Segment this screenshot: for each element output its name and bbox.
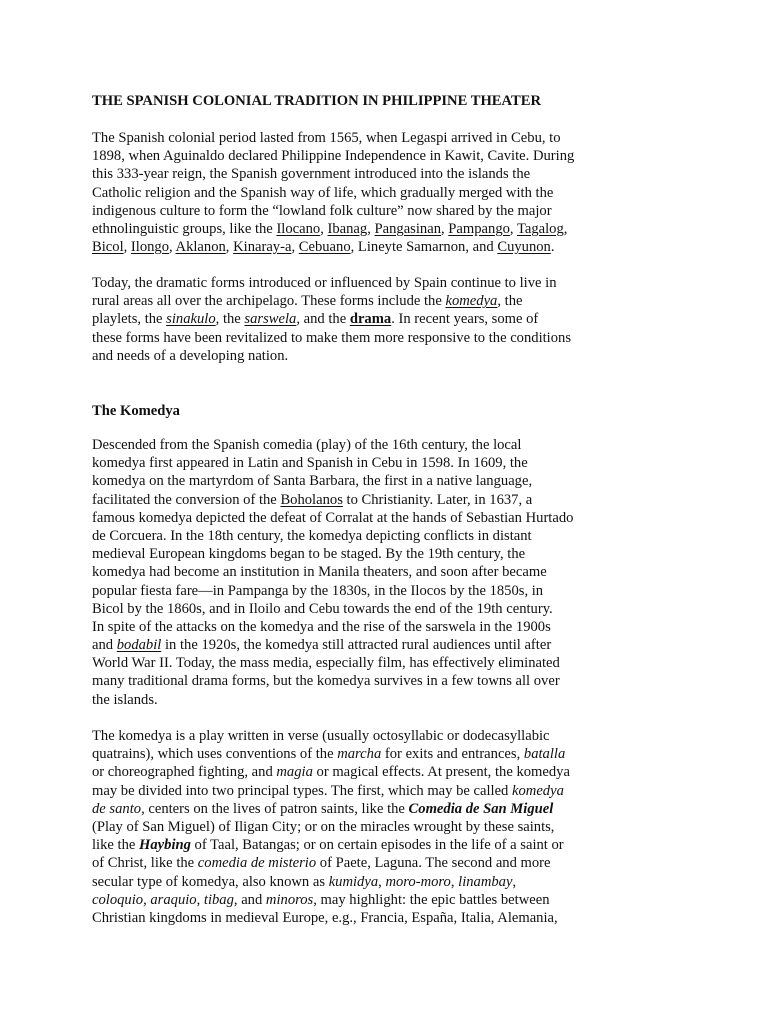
text-line [92, 220, 692, 238]
text-line [92, 891, 692, 909]
underlined-term: Bicol [92, 239, 124, 256]
text-run: , [512, 873, 517, 890]
text-line [92, 472, 692, 490]
underlined-term: Boholanos [280, 491, 343, 508]
text-run: (Play of San Miguel) of Iligan City; or on the miracles wrought by these saints, [92, 818, 555, 835]
text-line [92, 310, 692, 328]
text-run: 1898, when Aguinaldo declared Philippine Independence in Kawit, Cavite. During [92, 148, 575, 165]
text-run: playlets, the [92, 311, 167, 328]
emphasized-term: komedya [512, 782, 564, 799]
text-run: of Paete, Laguna. The second and more [316, 855, 551, 872]
emphasized-term: kumidya [328, 873, 379, 890]
text-run: this 333-year reign, the Spanish government introduced into the islands the [92, 166, 531, 183]
text-line [92, 165, 692, 183]
text-run: or choreographed fighting, and [92, 764, 277, 781]
underlined-term: Pampango [448, 220, 510, 237]
text-run: , the [497, 293, 523, 310]
text-run: , Lineyte Samarnon, and [350, 239, 498, 256]
text-run: Bicol by the 1860s, and in Iloilo and Cebu towards the end of the 19th century. [92, 600, 553, 617]
text-line [92, 147, 692, 165]
text-run: like the [92, 837, 140, 854]
text-line [92, 545, 692, 563]
text-run: popular fiesta fare—in Pampanga by the 1830s, in the Ilocos by the 1850s, in [92, 582, 544, 599]
underlined-term: Cuyunon [497, 239, 551, 256]
komedya-history-paragraph [92, 436, 692, 709]
text-run: Catholic religion and the Spanish way of life, which gradually merged with the [92, 184, 554, 201]
text-line [92, 129, 692, 147]
text-run: komedya on the martyrdom of Santa Barbara, the first in a native language, [92, 473, 533, 490]
text-line [92, 672, 692, 690]
underlined-term: Ibanag [327, 220, 368, 237]
text-line [92, 436, 692, 454]
underlined-term: Kinaray-a [233, 239, 292, 256]
underlined-term: Ilocano [276, 220, 321, 237]
text-line [92, 347, 692, 365]
text-line [92, 800, 692, 818]
document-title: THE SPANISH COLONIAL TRADITION IN PHILIPPINE THEATER [92, 93, 541, 109]
underlined-term: Tagalog [516, 220, 564, 237]
underlined-term: Aklanon [175, 239, 226, 256]
emphasized-term: de santo [92, 800, 142, 817]
text-line [92, 727, 692, 745]
komedya-types-paragraph [92, 727, 692, 927]
text-run: the islands. [92, 691, 158, 708]
text-line [92, 238, 692, 256]
text-run: , [123, 239, 131, 256]
text-line [92, 454, 692, 472]
emphasized-term: Comedia de San Miguel [408, 800, 554, 817]
text-run: may be divided into two principal types. The first, which may be called [92, 782, 513, 799]
text-line [92, 184, 692, 202]
text-line [92, 782, 692, 800]
text-line [92, 854, 692, 872]
text-run: or magical effects. At present, the komedya [312, 764, 570, 781]
komedya-heading: The Komedya [92, 403, 180, 419]
text-run: famous komedya depicted the defeat of Corralat at the hands of Sebastian Hurtado [92, 509, 574, 526]
text-run: , may highlight: the epic battles between [313, 891, 550, 908]
text-line [92, 909, 692, 927]
text-run: . In recent years, some of [391, 311, 539, 328]
text-line [92, 563, 692, 581]
underlined-term: Pangasinan [374, 220, 441, 237]
text-run: , [225, 239, 234, 256]
text-run: , [378, 873, 386, 890]
text-line [92, 763, 692, 781]
text-run: quatrains), which uses conventions of the [92, 746, 338, 763]
emphasized-term: linambay [458, 873, 513, 890]
text-run: and [92, 637, 117, 654]
emphasized-term: magia [276, 764, 313, 781]
underlined-term: bodabil [116, 637, 162, 654]
text-run: to Christianity. Later, in 1637, a [342, 491, 533, 508]
text-run: for exits and entrances, [381, 746, 524, 763]
text-run: and needs of a developing nation. [92, 347, 289, 364]
intro-paragraph [92, 129, 692, 256]
emphasized-term: moro-moro [385, 873, 451, 890]
emphasized-term: araquio [150, 891, 197, 908]
emphasized-term: comedia de misterio [197, 855, 317, 872]
text-run: , [143, 891, 151, 908]
text-line [92, 491, 692, 509]
text-line [92, 836, 692, 854]
text-line [92, 600, 692, 618]
text-run: Today, the dramatic forms introduced or influenced by Spain continue to live in [92, 275, 557, 291]
text-line [92, 582, 692, 600]
text-run: secular type of komedya, also known as [92, 873, 329, 890]
emphasized-term: coloquio [92, 891, 144, 908]
text-run: in the 1920s, the komedya still attracted rural audiences until after [161, 637, 552, 654]
text-line [92, 636, 692, 654]
text-line [92, 509, 692, 527]
text-run: , [367, 220, 375, 237]
text-run: , [450, 873, 459, 890]
text-line [92, 329, 692, 347]
text-run: World War II. Today, the mass media, especially film, has effectively eliminated [92, 655, 560, 672]
text-line [92, 292, 692, 310]
text-line [92, 527, 692, 545]
text-line [92, 654, 692, 672]
emphasized-term: marcha [337, 746, 382, 763]
text-run: , and the [296, 311, 350, 328]
underlined-term: sinakulo [166, 311, 216, 328]
text-run: facilitated the conversion of the [92, 491, 281, 508]
text-run: indigenous culture to form the “lowland folk culture” now shared by the major [92, 202, 552, 219]
text-run: , [291, 239, 299, 256]
text-line [92, 691, 692, 709]
text-run: ethnolinguistic groups, like the [92, 220, 277, 237]
text-line [92, 274, 692, 292]
text-run: , centers on the lives of patron saints, like the [141, 800, 409, 817]
text-line [92, 873, 692, 891]
underlined-term: sarswela [244, 311, 297, 328]
text-run: , and [233, 891, 266, 908]
text-run: , [509, 220, 517, 237]
emphasized-term: tibag [203, 891, 234, 908]
text-run: of Christ, like the [92, 855, 198, 872]
text-line [92, 745, 692, 763]
text-run: , [196, 891, 204, 908]
text-run: , the [215, 311, 245, 328]
text-run: , [320, 220, 328, 237]
text-run: rural areas all over the archipelago. These forms include the [92, 293, 446, 310]
text-line [92, 202, 692, 220]
emphasized-term: Haybing [139, 837, 191, 854]
text-line [92, 618, 692, 636]
text-run: medieval European kingdoms began to be staged. By the 19th century, the [92, 546, 526, 563]
text-run: The komedya is a play written in verse (usually octosyllabic or dodecasyllabic [92, 728, 550, 744]
text-run: , [441, 220, 449, 237]
text-run: Christian kingdoms in medieval Europe, e.g., Francia, España, Italia, Alemania, [92, 909, 558, 926]
text-run: In spite of the attacks on the komedya and the rise of the sarswela in the 1900s [92, 618, 551, 635]
text-run: , [169, 239, 176, 256]
underlined-term: Cebuano [298, 239, 351, 256]
text-run: komedya first appeared in Latin and Spanish in Cebu in 1598. In 1609, the [92, 455, 528, 472]
text-run: komedya had become an institution in Manila theaters, and soon after became [92, 564, 547, 581]
emphasized-term: minoros [265, 891, 314, 908]
text-run: these forms have been revitalized to make them more responsive to the conditions [92, 329, 572, 346]
text-run: de Corcuera. In the 18th century, the komedya depicting conflicts in distant [92, 527, 532, 544]
underlined-term: Ilongo [130, 239, 170, 256]
text-run: many traditional drama forms, but the komedya survives in a few towns all over [92, 673, 560, 690]
underlined-term: drama [349, 311, 392, 328]
text-run: , [563, 220, 568, 237]
underlined-term: komedya [445, 293, 498, 310]
text-run: . [550, 239, 555, 256]
emphasized-term: batalla [523, 746, 566, 763]
text-run: Descended from the Spanish comedia (play) of the 16th century, the local [92, 437, 522, 453]
text-run: of Taal, Batangas; or on certain episodes in the life of a saint or [190, 837, 564, 854]
forms-paragraph [92, 274, 692, 365]
text-line [92, 818, 692, 836]
text-run: The Spanish colonial period lasted from 1565, when Legaspi arrived in Cebu, to [92, 130, 561, 146]
